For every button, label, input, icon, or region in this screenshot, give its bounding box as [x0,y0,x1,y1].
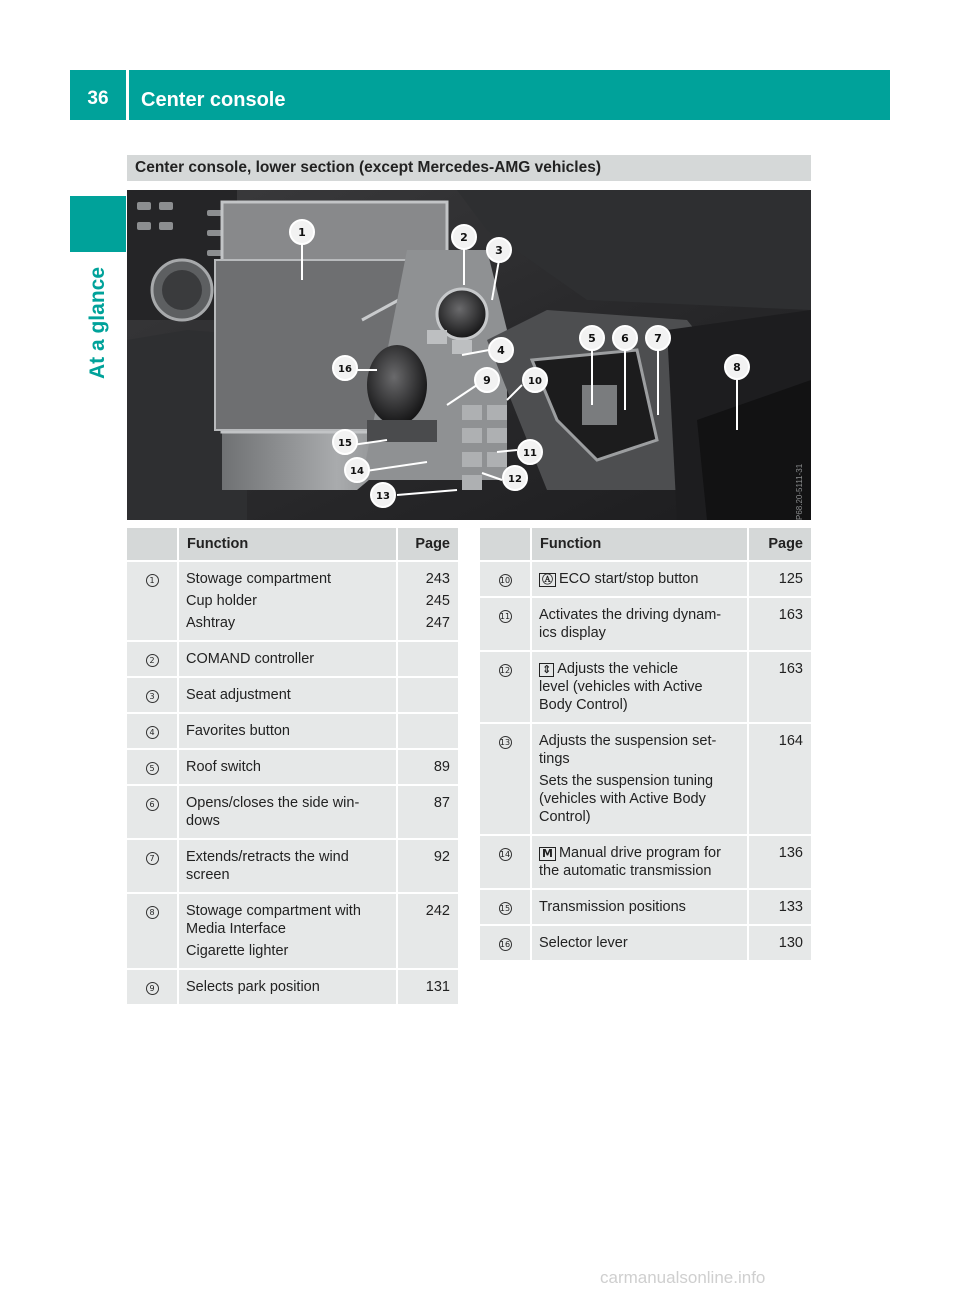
function-text: Manual drive program for [558,845,721,861]
function-text: level (vehicles with Active [539,679,703,695]
function-text: Cup holder [186,593,257,609]
callout-9: 9 [483,374,491,387]
header-num-cell [480,528,532,562]
table-row [480,926,811,962]
manual-mode-icon: M [539,847,556,861]
page-ref: 130 [778,935,803,951]
function-text: Favorites button [186,723,290,739]
page-ref: 242 [425,903,450,919]
table-row [127,786,458,840]
function-text: screen [186,867,230,883]
callout-16: 16 [338,364,352,375]
function-text: ics display [539,625,606,641]
chapter-title: Center console [141,89,286,111]
function-text: Stowage compartment [186,571,332,587]
function-table-right [480,528,811,962]
item-number: 2 [146,654,159,667]
function-text: Stowage compartment with [186,903,361,919]
item-number: 16 [499,940,511,949]
callout-14: 14 [350,466,364,477]
page-ref: 247 [425,615,450,631]
function-text: Media Interface [186,921,286,937]
function-text: Ashtray [186,615,236,631]
item-number: 6 [146,798,159,811]
function-text: Control) [539,809,591,825]
callout-4: 4 [497,344,505,357]
function-text: Selects park position [186,979,320,995]
table-row [127,642,458,678]
table-row [127,714,458,750]
page-ref: 92 [433,849,450,865]
callout-7: 7 [654,332,662,345]
item-number: 13 [499,738,511,747]
function-text: Selector lever [539,935,628,951]
site-watermark: carmanualsonline.info [600,1268,766,1287]
function-text: (vehicles with Active Body [539,791,706,807]
side-tab-label: At a glance [86,266,109,380]
item-number: 4 [146,726,159,739]
item-number: 7 [146,852,159,865]
header-num-cell [127,528,179,562]
table-row [127,894,458,970]
page-ref: 133 [778,899,803,915]
function-text: dows [186,813,220,829]
function-text: Cigarette lighter [186,943,289,959]
callout-12: 12 [508,474,522,485]
item-number: 1 [146,574,159,587]
eco-icon: Ⓐ [539,573,556,587]
table-row [480,652,811,724]
callout-1: 1 [298,226,306,239]
callout-6: 6 [621,332,629,345]
item-number: 15 [499,904,511,913]
table-row [127,678,458,714]
function-text: ECO start/stop button [559,571,699,587]
table-row [480,598,811,652]
function-text: Adjusts the vehicle [557,661,679,677]
callout-15: 15 [338,438,352,449]
function-text: COMAND controller [186,651,315,667]
table-row [480,724,811,836]
callout-11: 11 [523,448,537,459]
function-text: Activates the driving dynam- [539,607,722,623]
callout-8: 8 [733,361,741,374]
function-table-left [127,528,458,1006]
header-divider [126,70,129,120]
header-function: Function [179,528,398,562]
table-row [480,836,811,890]
page-ref: 136 [778,845,803,861]
table-row [127,750,458,786]
header-page: Page [398,528,458,562]
function-text: Adjusts the suspension set- [539,733,717,749]
page-ref: 89 [433,759,450,775]
header-function: Function [532,528,749,562]
callout-10: 10 [528,376,542,387]
item-number: 9 [146,982,159,995]
side-tab-marker [70,196,126,252]
function-text: Body Control) [539,697,628,713]
table-row [127,970,458,1006]
page-ref: 163 [778,661,803,677]
table-row [480,890,811,926]
item-number: 5 [146,762,159,775]
callout-2: 2 [460,231,468,244]
item-number: 14 [499,850,511,859]
function-text: the automatic transmission [539,863,712,879]
function-text: Opens/closes the side win- [186,795,360,811]
callout-13: 13 [376,491,390,502]
page-number: 36 [87,88,109,109]
page-ref: 243 [425,571,450,587]
item-number: 11 [499,612,511,621]
callout-5: 5 [588,332,596,345]
item-number: 8 [146,906,159,919]
vehicle-level-icon: ⇕ [539,663,554,677]
function-text: Extends/retracts the wind [186,849,349,865]
function-text: Roof switch [186,759,261,775]
page-ref: 163 [778,607,803,623]
function-text: Seat adjustment [186,687,291,703]
item-number: 3 [146,690,159,703]
page-ref: 131 [425,979,450,995]
table-row [127,840,458,894]
function-text: Sets the suspension tuning [539,773,714,789]
page-ref: 125 [778,571,803,587]
table-row [480,562,811,598]
page-ref: 87 [433,795,450,811]
item-number: 12 [499,666,511,675]
header-page: Page [749,528,811,562]
function-text: Transmission positions [539,899,686,915]
photo-code: P68.20-5111-31 [795,463,804,520]
center-console-photo [127,190,811,520]
section-heading: Center console, lower section (except Mercedes-AMG vehicles) [127,155,811,181]
function-text: tings [539,751,570,767]
item-number: 10 [499,576,511,585]
page-ref: 245 [425,593,450,609]
callout-3: 3 [495,244,503,257]
page-ref: 164 [778,733,803,749]
table-row [127,562,458,642]
side-tab [60,258,136,388]
